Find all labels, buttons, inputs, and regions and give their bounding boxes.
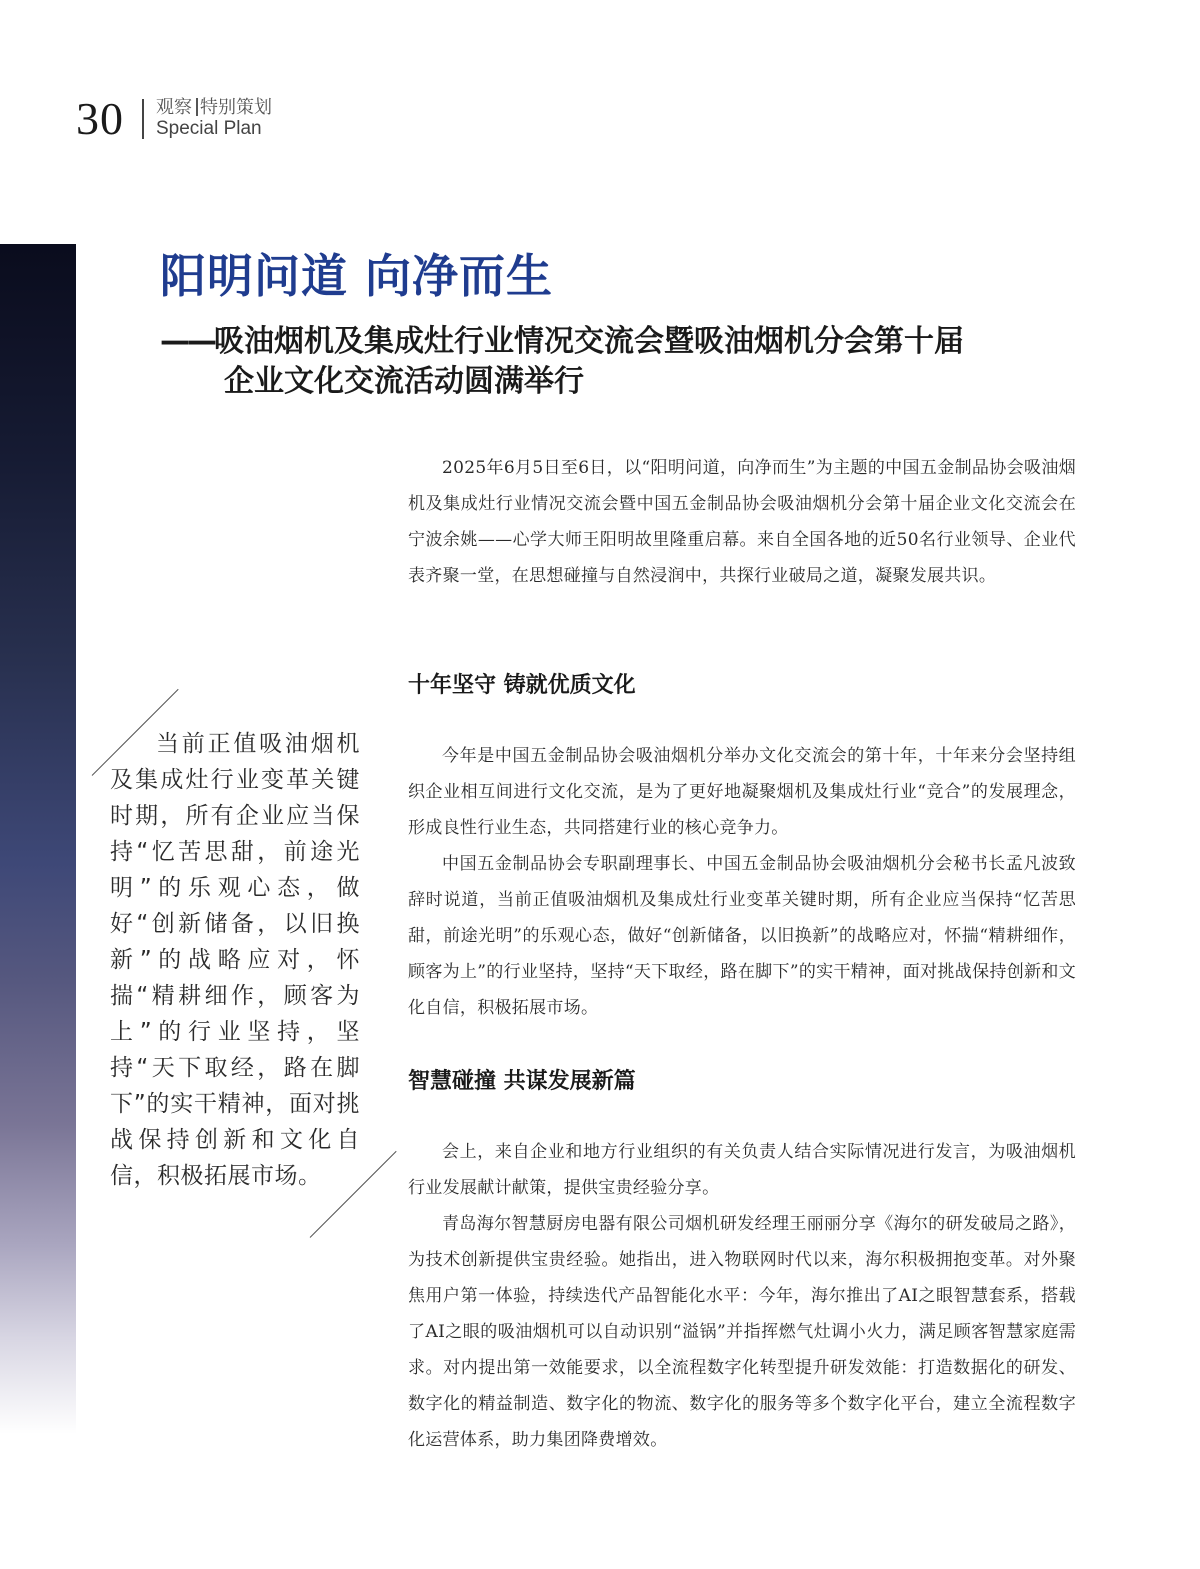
- section-2: [408, 1064, 1076, 1095]
- subtitle-line-2: 企业文化交流活动圆满举行: [224, 364, 584, 399]
- section-label-cn: [156, 98, 272, 119]
- decorative-gradient-bar: [0, 244, 76, 1434]
- intro-block: [408, 450, 1076, 594]
- section-1: [408, 668, 1076, 699]
- section-1-body: [408, 738, 1076, 1026]
- running-header: [76, 92, 272, 146]
- section-cn-1: 观察: [156, 96, 192, 118]
- pull-quote: 当前正值吸油烟机及集成灶行业变革关键时期，所有企业应当保持“忆苦思甜，前途光明”的乐观心态，做好“创新储备，以旧换新”的战略应对，怀揣“精耕细作，顾客为上”的行业坚持，坚持“天下取经，路在脚下”的实干精神，面对挑战保持创新和文化自信，积极拓展市场。: [110, 731, 360, 1189]
- page-number: 30: [76, 93, 124, 144]
- body-paragraph: 青岛海尔智慧厨房电器有限公司烟机研发经理王丽丽分享《海尔的研发破局之路》，为技术创新提供宝贵经验。她指出，进入物联网时代以来，海尔积极拥抱变革。对外聚焦用户第一体验，持续迭代产品智能化水平：今年，海尔推出了AI之眼智慧套系，搭载了AI之眼的吸油烟机可以自动识别“溢锅”并指挥燃气灶调小火力，满足顾客智慧家庭需求。对内提出第一效能要求，以全流程数字化转型提升研发效能：打造数据化的研发、数字化的精益制造、数字化的物流、数字化的服务等多个数字化平台，建立全流程数字化运营体系，助力集团降费增效。: [408, 1214, 1076, 1450]
- section-label: [156, 98, 272, 141]
- header-divider: [142, 99, 144, 139]
- body-paragraph: 会上，来自企业和地方行业组织的有关负责人结合实际情况进行发言，为吸油烟机行业发展献计献策，提供宝贵经验分享。: [408, 1142, 1076, 1198]
- section-2-body: [408, 1134, 1076, 1458]
- section-heading: 十年坚守 铸就优质文化: [408, 673, 636, 698]
- body-paragraph: 今年是中国五金制品协会吸油烟机分举办文化交流会的第十年，十年来分会坚持组织企业相互间进行文化交流，是为了更好地凝聚烟机及集成灶行业“竞合”的发展理念，形成良性行业生态，共同搭建行业的核心竞争力。: [408, 746, 1076, 838]
- section-cn-2: 特别策划: [200, 96, 272, 118]
- subtitle-dash: ——: [160, 324, 214, 359]
- article-subtitle: [160, 322, 964, 402]
- section-heading: 智慧碰撞 共谋发展新篇: [408, 1069, 636, 1094]
- section-divider: [196, 98, 198, 116]
- intro-paragraph: 2025年6月5日至6日，以“阳明问道，向净而生”为主题的中国五金制品协会吸油烟机及集成灶行业情况交流会暨中国五金制品协会吸油烟机分会第十届企业文化交流会在宁波余姚——心学大师王阳明故里隆重启幕。来自全国各地的近50名行业领导、企业代表齐聚一堂，在思想碰撞与自然浸润中，共探行业破局之道，凝聚发展共识。: [408, 458, 1076, 586]
- section-label-en: Special Plan: [156, 118, 262, 140]
- subtitle-line-1: 吸油烟机及集成灶行业情况交流会暨吸油烟机分会第十届: [214, 324, 964, 359]
- body-paragraph: 中国五金制品协会专职副理事长、中国五金制品协会吸油烟机分会秘书长孟凡波致辞时说道，当前正值吸油烟机及集成灶行业变革关键时期，所有企业应当保持“忆苦思甜，前途光明”的乐观心态，做好“创新储备，以旧换新”的战略应对，怀揣“精耕细作，顾客为上”的行业坚持，坚持“天下取经，路在脚下”的实干精神，面对挑战保持创新和文化自信，积极拓展市场。: [408, 854, 1076, 1018]
- article-title: 阳明问道 向净而生: [160, 249, 554, 303]
